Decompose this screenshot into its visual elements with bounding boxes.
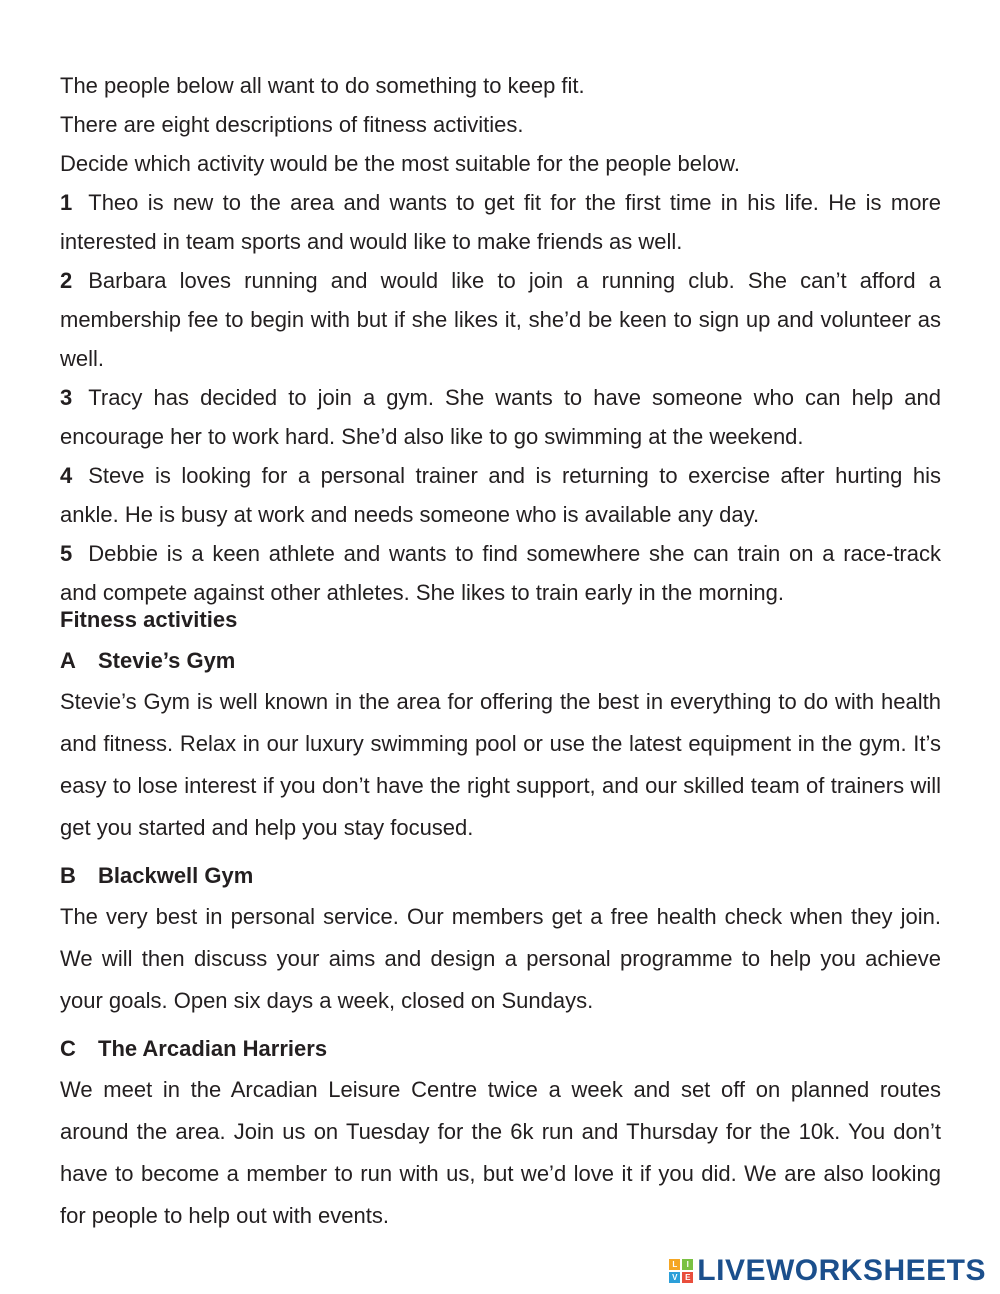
instructions — [60, 66, 941, 183]
instruction-line-1: The people below all want to do something to keep fit. — [60, 73, 585, 98]
activity-c — [60, 1035, 941, 1237]
person-description: Debbie is a keen athlete and wants to find somewhere she can train on a race-track and compete against other athletes. She likes to train early in the morning. — [60, 541, 941, 605]
liveworksheets-logo — [669, 1254, 986, 1288]
activity-b — [60, 862, 941, 1022]
activity-letter: A — [60, 648, 76, 673]
person-description: Theo is new to the area and wants to get fit for the first time in his life. He is more interested in team sports and would like to make friends as well. — [60, 190, 941, 254]
activity-letter: B — [60, 863, 76, 888]
person-number: 4 — [60, 463, 73, 488]
activities-title: Fitness activities — [60, 607, 238, 632]
people-list — [60, 183, 941, 612]
worksheet-page — [60, 66, 941, 1237]
person-item-2 — [60, 261, 941, 378]
activity-description: The very best in personal service. Our members get a free health check when they join. We will then discuss your aims and design a personal programme to help you achieve your goals. Open six days a week, closed on Sundays. — [60, 904, 941, 1013]
person-description: Steve is looking for a personal trainer and is returning to exercise after hurting his ankle. He is busy at work and needs someone who is available any day. — [60, 463, 941, 527]
activity-a — [60, 647, 941, 849]
person-item-5 — [60, 534, 941, 612]
logo-block: E — [682, 1272, 693, 1283]
activity-name: Stevie’s Gym — [98, 648, 236, 673]
logo-text: LIVEWORKSHEETS — [697, 1254, 986, 1287]
person-number: 2 — [60, 268, 73, 293]
instruction-line-2: There are eight descriptions of fitness activities. — [60, 112, 524, 137]
person-number: 1 — [60, 190, 73, 215]
activity-heading — [60, 862, 941, 890]
activity-description: We meet in the Arcadian Leisure Centre twice a week and set off on planned routes around the area. Join us on Tuesday for the 6k run and Thursday for the 10k. You don’t have to become a member to run with us, but we’d love it if you did. We are also looking for people to help out with events. — [60, 1077, 941, 1228]
logo-blocks-icon — [669, 1259, 693, 1283]
activity-description: Stevie’s Gym is well known in the area for offering the best in everything to do with health and fitness. Relax in our luxury swimming pool or use the latest equipment in the gym. It’s easy to lose interest if you don’t have the right support, and our skilled team of trainers will get you started and help you stay focused. — [60, 689, 941, 840]
person-item-4 — [60, 456, 941, 534]
activity-name: The Arcadian Harriers — [98, 1036, 328, 1061]
logo-block: L — [669, 1259, 680, 1270]
instruction-line-3: Decide which activity would be the most suitable for the people below. — [60, 151, 740, 176]
person-item-3 — [60, 378, 941, 456]
person-number: 3 — [60, 385, 73, 410]
activity-name: Blackwell Gym — [98, 863, 254, 888]
activity-heading — [60, 647, 941, 675]
activity-heading — [60, 1035, 941, 1063]
logo-block: I — [682, 1259, 693, 1270]
activity-letter: C — [60, 1036, 76, 1061]
person-item-1 — [60, 183, 941, 261]
person-description: Barbara loves running and would like to join a running club. She can’t afford a membership fee to begin with but if she likes it, she’d be keen to sign up and volunteer as well. — [60, 268, 941, 371]
logo-block: V — [669, 1272, 680, 1283]
person-description: Tracy has decided to join a gym. She wants to have someone who can help and encourage her to work hard. She’d also like to go swimming at the weekend. — [60, 385, 941, 449]
person-number: 5 — [60, 541, 73, 566]
